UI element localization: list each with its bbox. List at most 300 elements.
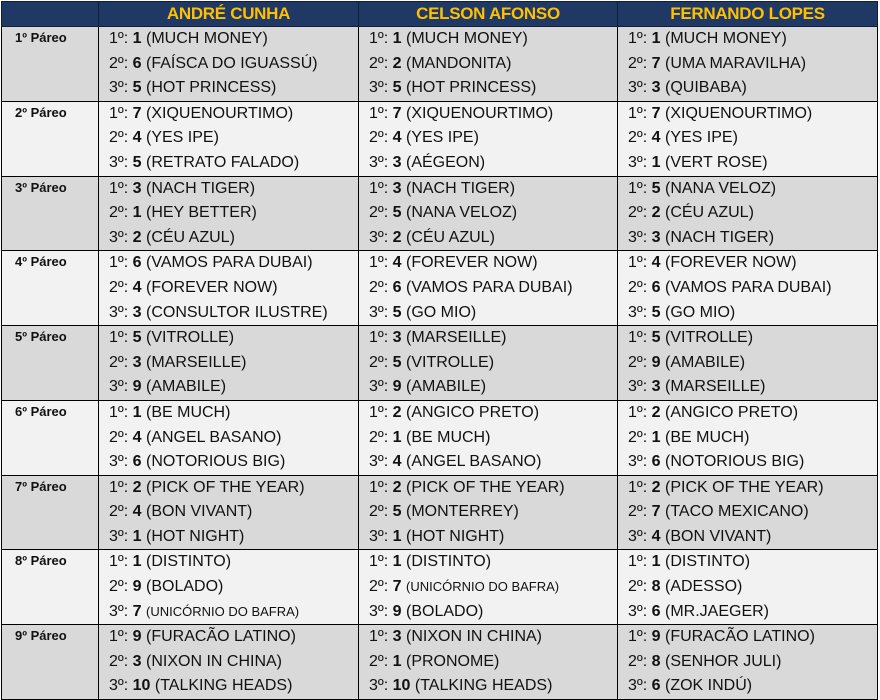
pick-line xyxy=(369,151,617,176)
horse-number: 3 xyxy=(651,228,661,246)
horse-number: 5 xyxy=(392,79,402,97)
horse-name: (HOT NIGHT) xyxy=(146,527,245,545)
horse-number: 6 xyxy=(651,453,661,471)
horse-number: 2 xyxy=(392,403,402,421)
placing-label: 1º: xyxy=(109,254,129,272)
placing-label: 2º: xyxy=(369,578,389,596)
placing-label: 2º: xyxy=(628,278,648,296)
horse-name: (PICK OF THE YEAR) xyxy=(146,478,305,496)
horse-number: 3 xyxy=(132,179,142,197)
horse-number: 1 xyxy=(392,553,402,571)
pick-line xyxy=(369,201,617,226)
pick-line xyxy=(369,500,617,525)
pick-line xyxy=(628,102,877,127)
horse-name: (MARSEILLE) xyxy=(406,329,507,347)
placing-label: 3º: xyxy=(369,153,389,171)
tipster-header: FERNANDO LOPES xyxy=(618,2,878,27)
horse-number: 1 xyxy=(392,428,402,446)
horse-name: (DISTINTO) xyxy=(406,553,492,571)
horse-number: 6 xyxy=(651,602,661,620)
horse-number: 7 xyxy=(132,104,142,122)
horse-number: 1 xyxy=(392,30,402,47)
placing-label: 3º: xyxy=(369,527,389,545)
horse-name: (CÉU AZUL) xyxy=(146,228,235,246)
pick-line xyxy=(628,301,877,326)
horse-name: (TALKING HEADS) xyxy=(154,677,293,695)
pick-line xyxy=(369,575,617,600)
horse-name: (HOT NIGHT) xyxy=(406,527,505,545)
placing-label: 2º: xyxy=(369,54,389,72)
pick-line xyxy=(369,450,617,475)
horse-number: 4 xyxy=(651,129,661,147)
tipster-picks-cell xyxy=(618,326,878,401)
horse-number: 7 xyxy=(392,104,402,122)
horse-number: 6 xyxy=(132,453,142,471)
placing-label: 2º: xyxy=(628,578,648,596)
pick-line xyxy=(109,76,358,101)
horse-name: (AMABILE) xyxy=(665,353,746,371)
placing-label: 3º: xyxy=(109,677,129,695)
pick-line xyxy=(109,550,358,575)
pick-line xyxy=(628,500,877,525)
pick-line xyxy=(109,251,358,276)
pick-line xyxy=(369,525,617,550)
placing-label: 1º: xyxy=(628,403,648,421)
placing-label: 2º: xyxy=(628,54,648,72)
placing-label: 2º: xyxy=(628,353,648,371)
pick-line xyxy=(628,126,877,151)
race-rows xyxy=(2,27,878,700)
pick-line xyxy=(628,276,877,301)
tipster-picks-cell xyxy=(99,27,359,102)
placing-label: 1º: xyxy=(369,179,389,197)
placing-label: 2º: xyxy=(109,353,129,371)
horse-name: (CÉU AZUL) xyxy=(665,204,754,222)
horse-name: (VITROLLE) xyxy=(406,353,495,371)
horse-number: 2 xyxy=(651,478,661,496)
placing-label: 2º: xyxy=(628,129,648,147)
race-label: 4º Páreo xyxy=(2,251,99,326)
pick-line xyxy=(109,401,358,426)
horse-name: (AMABILE) xyxy=(146,378,227,396)
horse-number: 1 xyxy=(132,553,142,571)
horse-number: 3 xyxy=(392,179,402,197)
placing-label: 2º: xyxy=(628,503,648,521)
pick-line xyxy=(628,625,877,650)
horse-number: 4 xyxy=(132,428,142,446)
tipster-picks-cell xyxy=(618,101,878,176)
horse-number: 3 xyxy=(392,628,402,646)
pick-line xyxy=(369,351,617,376)
horse-name: (MARSEILLE) xyxy=(146,353,247,371)
horse-name: (HEY BETTER) xyxy=(146,204,257,222)
horse-name: (VAMOS PARA DUBAI) xyxy=(665,278,832,296)
placing-label: 1º: xyxy=(369,403,389,421)
placing-label: 1º: xyxy=(369,30,389,47)
pick-line xyxy=(369,650,617,675)
pick-line xyxy=(369,126,617,151)
horse-number: 5 xyxy=(392,204,402,222)
horse-number: 2 xyxy=(392,478,402,496)
pick-line xyxy=(628,326,877,351)
horse-number: 3 xyxy=(132,652,142,670)
horse-number: 4 xyxy=(132,503,142,521)
horse-number: 3 xyxy=(392,329,402,347)
pick-line xyxy=(628,177,877,202)
placing-label: 1º: xyxy=(628,329,648,347)
placing-label: 2º: xyxy=(369,129,389,147)
race-label: 1º Páreo xyxy=(2,27,99,102)
placing-label: 3º: xyxy=(628,303,648,321)
race-row xyxy=(2,625,878,700)
pick-line xyxy=(628,76,877,101)
horse-number: 8 xyxy=(651,652,661,670)
placing-label: 1º: xyxy=(628,30,648,47)
pick-line xyxy=(369,276,617,301)
horse-name: (XIQUENOURTIMO) xyxy=(146,104,294,122)
pick-line xyxy=(369,401,617,426)
race-label: 7º Páreo xyxy=(2,475,99,550)
horse-name: (ANGEL BASANO) xyxy=(406,453,542,471)
pick-line xyxy=(628,650,877,675)
horse-number: 9 xyxy=(132,628,142,646)
pick-line xyxy=(628,151,877,176)
horse-name: (FURACÃO LATINO) xyxy=(146,628,296,646)
horse-name: (FURACÃO LATINO) xyxy=(665,628,815,646)
horse-number: 10 xyxy=(132,677,151,695)
pick-line xyxy=(628,375,877,400)
placing-label: 1º: xyxy=(369,254,389,272)
tipster-picks-cell xyxy=(99,400,359,475)
horse-name: (PRONOME) xyxy=(406,652,500,670)
pick-line xyxy=(628,226,877,251)
horse-number: 4 xyxy=(132,278,142,296)
horse-name: (YES IPE) xyxy=(146,129,219,147)
horse-number: 2 xyxy=(392,228,402,246)
placing-label: 3º: xyxy=(109,303,129,321)
pick-line xyxy=(369,375,617,400)
pick-line xyxy=(628,251,877,276)
tipster-picks-cell xyxy=(359,251,618,326)
placing-label: 3º: xyxy=(628,378,648,396)
tipster-picks-cell xyxy=(99,176,359,251)
placing-label: 2º: xyxy=(628,652,648,670)
placing-label: 1º: xyxy=(109,179,129,197)
placing-label: 2º: xyxy=(109,578,129,596)
horse-number: 3 xyxy=(651,378,661,396)
horse-name: (VAMOS PARA DUBAI) xyxy=(146,254,313,272)
pick-line xyxy=(369,625,617,650)
horse-name: (PICK OF THE YEAR) xyxy=(665,478,824,496)
tipster-picks-cell xyxy=(359,400,618,475)
horse-name: (SENHOR JULI) xyxy=(665,652,782,670)
horse-name: (BON VIVANT) xyxy=(665,527,772,545)
race-label: 3º Páreo xyxy=(2,176,99,251)
horse-number: 5 xyxy=(392,503,402,521)
horse-number: 4 xyxy=(651,254,661,272)
pick-line xyxy=(109,426,358,451)
horse-name: (FOREVER NOW) xyxy=(406,254,538,272)
pick-line xyxy=(369,251,617,276)
placing-label: 2º: xyxy=(628,428,648,446)
horse-name: (ANGICO PRETO) xyxy=(665,403,799,421)
horse-number: 5 xyxy=(651,303,661,321)
placing-label: 3º: xyxy=(369,228,389,246)
placing-label: 3º: xyxy=(369,677,389,695)
tipster-picks-cell xyxy=(359,176,618,251)
placing-label: 1º: xyxy=(369,329,389,347)
placing-label: 1º: xyxy=(369,628,389,646)
horse-number: 5 xyxy=(132,79,142,97)
pick-line xyxy=(109,600,358,625)
placing-label: 3º: xyxy=(369,378,389,396)
pick-line xyxy=(628,674,877,699)
horse-number: 2 xyxy=(132,228,142,246)
horse-name: (NANA VELOZ) xyxy=(665,179,777,197)
race-label: 8º Páreo xyxy=(2,550,99,625)
horse-number: 5 xyxy=(651,329,661,347)
tipster-picks-cell xyxy=(99,475,359,550)
horse-name: (MARSEILLE) xyxy=(665,378,766,396)
horse-name: (CONSULTOR ILUSTRE) xyxy=(146,303,328,321)
horse-name: (MUCH MONEY) xyxy=(146,30,268,47)
horse-name: (NANA VELOZ) xyxy=(406,204,518,222)
pick-line xyxy=(369,76,617,101)
horse-name: (MONTERREY) xyxy=(406,503,519,521)
horse-number: 3 xyxy=(132,303,142,321)
pick-line xyxy=(109,375,358,400)
horse-number: 6 xyxy=(651,278,661,296)
horse-number: 1 xyxy=(651,153,661,171)
placing-label: 3º: xyxy=(109,453,129,471)
pick-line xyxy=(109,27,358,52)
horse-number: 5 xyxy=(392,353,402,371)
placing-label: 2º: xyxy=(369,503,389,521)
header-row xyxy=(2,2,878,27)
horse-name: (NACH TIGER) xyxy=(665,228,775,246)
horse-number: 1 xyxy=(651,30,661,47)
placing-label: 2º: xyxy=(109,503,129,521)
race-row xyxy=(2,550,878,625)
pick-line xyxy=(369,102,617,127)
horse-number: 4 xyxy=(132,129,142,147)
horse-name: (BOLADO) xyxy=(146,578,224,596)
pick-line xyxy=(369,177,617,202)
horse-name: (BE MUCH) xyxy=(146,403,231,421)
placing-label: 3º: xyxy=(109,378,129,396)
horse-name: (VAMOS PARA DUBAI) xyxy=(406,278,573,296)
race-row xyxy=(2,400,878,475)
pick-line xyxy=(369,52,617,77)
pick-line xyxy=(109,674,358,699)
horse-number: 5 xyxy=(651,179,661,197)
pick-line xyxy=(628,401,877,426)
horse-number: 9 xyxy=(651,628,661,646)
tipster-picks-cell xyxy=(99,251,359,326)
horse-name: (AMABILE) xyxy=(406,378,487,396)
horse-number: 1 xyxy=(651,428,661,446)
pick-line xyxy=(369,674,617,699)
placing-label: 2º: xyxy=(369,204,389,222)
tipster-picks-cell xyxy=(359,326,618,401)
pick-line xyxy=(109,650,358,675)
horse-name: (BE MUCH) xyxy=(665,428,750,446)
tipster-picks-cell xyxy=(359,101,618,176)
placing-label: 1º: xyxy=(109,104,129,122)
horse-name: (AÉGEON) xyxy=(406,153,486,171)
placing-label: 1º: xyxy=(369,104,389,122)
pick-line xyxy=(109,575,358,600)
placing-label: 3º: xyxy=(628,453,648,471)
horse-name: (HOT PRINCESS) xyxy=(406,79,537,97)
pick-line xyxy=(369,27,617,52)
horse-number: 5 xyxy=(392,303,402,321)
tipster-header: CELSON AFONSO xyxy=(359,2,618,27)
horse-number: 9 xyxy=(392,602,402,620)
pick-line xyxy=(109,151,358,176)
horse-number: 5 xyxy=(132,153,142,171)
pick-line xyxy=(109,450,358,475)
horse-name: (NIXON IN CHINA) xyxy=(406,628,542,646)
horse-number: 3 xyxy=(651,79,661,97)
pick-line xyxy=(628,27,877,52)
horse-number: 7 xyxy=(132,602,142,620)
horse-number: 9 xyxy=(651,353,661,371)
pick-line xyxy=(109,476,358,501)
horse-number: 9 xyxy=(132,378,142,396)
tipster-picks-cell xyxy=(359,475,618,550)
race-row xyxy=(2,475,878,550)
horse-name: (ANGEL BASANO) xyxy=(146,428,282,446)
placing-label: 2º: xyxy=(109,54,129,72)
tipster-picks-cell xyxy=(618,176,878,251)
horse-number: 2 xyxy=(392,54,402,72)
pick-line xyxy=(109,301,358,326)
placing-label: 3º: xyxy=(628,79,648,97)
pick-line xyxy=(369,600,617,625)
placing-label: 2º: xyxy=(369,278,389,296)
horse-name: (ANGICO PRETO) xyxy=(406,403,540,421)
horse-number: 1 xyxy=(651,553,661,571)
placing-label: 1º: xyxy=(628,478,648,496)
pick-line xyxy=(369,326,617,351)
pick-line xyxy=(109,276,358,301)
horse-number: 4 xyxy=(392,453,402,471)
horse-number: 2 xyxy=(651,204,661,222)
pick-line xyxy=(109,201,358,226)
race-label: 2º Páreo xyxy=(2,101,99,176)
placing-label: 3º: xyxy=(369,79,389,97)
placing-label: 2º: xyxy=(109,129,129,147)
horse-number: 10 xyxy=(392,677,411,695)
placing-label: 3º: xyxy=(628,527,648,545)
placing-label: 3º: xyxy=(628,228,648,246)
pick-line xyxy=(628,550,877,575)
pick-line xyxy=(628,426,877,451)
horse-name: (XIQUENOURTIMO) xyxy=(406,104,554,122)
horse-number: 2 xyxy=(132,478,142,496)
race-row xyxy=(2,27,878,102)
tipster-picks-cell xyxy=(618,625,878,700)
placing-label: 1º: xyxy=(628,254,648,272)
horse-number: 1 xyxy=(132,204,142,222)
horse-name: (FOREVER NOW) xyxy=(146,278,278,296)
pick-line xyxy=(109,126,358,151)
horse-name: (UNICÓRNIO DO BAFRA) xyxy=(406,579,560,595)
horse-number: 7 xyxy=(392,578,402,596)
pick-line xyxy=(628,52,877,77)
race-row xyxy=(2,101,878,176)
horse-name: (MANDONITA) xyxy=(406,54,512,72)
horse-name: (NACH TIGER) xyxy=(406,179,516,197)
pick-line xyxy=(628,476,877,501)
placing-label: 2º: xyxy=(109,204,129,222)
placing-label: 1º: xyxy=(628,553,648,571)
pick-line xyxy=(628,450,877,475)
tipster-picks-cell xyxy=(359,550,618,625)
tipster-picks-cell xyxy=(359,625,618,700)
horse-name: (TALKING HEADS) xyxy=(414,677,553,695)
pick-line xyxy=(628,600,877,625)
horse-name: (VITROLLE) xyxy=(146,329,235,347)
placing-label: 2º: xyxy=(109,652,129,670)
placing-label: 3º: xyxy=(109,153,129,171)
horse-name: (YES IPE) xyxy=(406,129,479,147)
horse-number: 1 xyxy=(132,527,142,545)
horse-name: (VITROLLE) xyxy=(665,329,754,347)
horse-number: 6 xyxy=(132,254,142,272)
pick-line xyxy=(109,625,358,650)
horse-name: (NOTORIOUS BIG) xyxy=(665,453,805,471)
pick-line xyxy=(109,102,358,127)
placing-label: 2º: xyxy=(628,204,648,222)
tipster-picks-cell xyxy=(618,27,878,102)
horse-name: (DISTINTO) xyxy=(146,553,232,571)
horse-name: (MUCH MONEY) xyxy=(406,30,528,47)
race-row xyxy=(2,251,878,326)
placing-label: 2º: xyxy=(369,428,389,446)
placing-label: 3º: xyxy=(369,602,389,620)
placing-label: 2º: xyxy=(109,278,129,296)
horse-name: (BOLADO) xyxy=(406,602,484,620)
horse-name: (RETRATO FALADO) xyxy=(146,153,300,171)
pick-line xyxy=(109,52,358,77)
horse-name: (GO MIO) xyxy=(665,303,736,321)
horse-number: 7 xyxy=(651,54,661,72)
horse-number: 3 xyxy=(132,353,142,371)
horse-name: (YES IPE) xyxy=(665,129,738,147)
pick-line xyxy=(628,201,877,226)
pick-line xyxy=(628,525,877,550)
horse-name: (FAÍSCA DO IGUASSÚ) xyxy=(146,54,318,72)
horse-name: (HOT PRINCESS) xyxy=(146,79,277,97)
horse-name: (GO MIO) xyxy=(406,303,477,321)
tips-table xyxy=(1,1,878,700)
pick-line xyxy=(109,500,358,525)
tipster-picks-cell xyxy=(618,400,878,475)
pick-line xyxy=(628,351,877,376)
pick-line xyxy=(628,575,877,600)
horse-number: 6 xyxy=(651,677,661,695)
pick-line xyxy=(109,177,358,202)
horse-name: (VERT ROSE) xyxy=(665,153,768,171)
horse-name: (DISTINTO) xyxy=(665,553,751,571)
horse-name: (FOREVER NOW) xyxy=(665,254,797,272)
horse-number: 8 xyxy=(651,578,661,596)
horse-number: 7 xyxy=(651,104,661,122)
pick-line xyxy=(369,550,617,575)
placing-label: 1º: xyxy=(109,403,129,421)
